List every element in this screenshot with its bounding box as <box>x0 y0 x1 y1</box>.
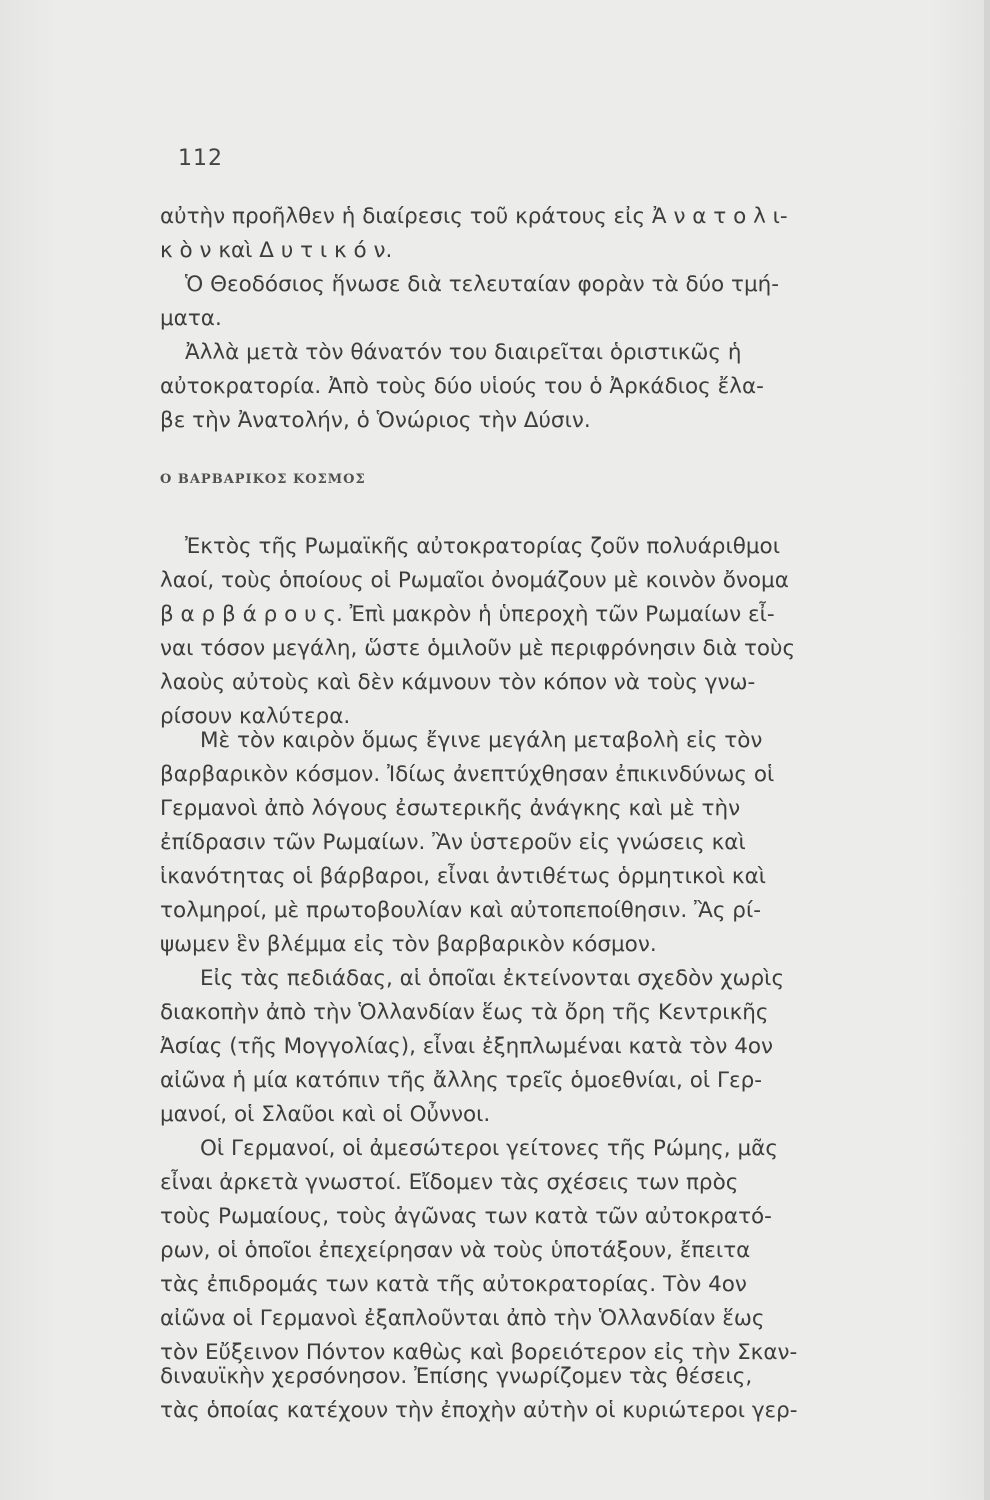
text-line: τολμηροί, μὲ πρωτοβουλίαν καὶ αὐτοπεποίθησιν. Ἂς ρί- <box>160 898 761 923</box>
text-line: αὐτὴν προῆλθεν ἡ διαίρεσις τοῦ κράτους εἰς Ἀ ν α τ ο λ ι- <box>160 204 788 229</box>
text-line: κ ὸ ν καὶ Δ υ τ ι κ ό ν. <box>160 238 393 263</box>
text-line: Ἐκτὸς τῆς Ρωμαϊκῆς αὐτοκρατορίας ζοῦν πολυάριθμοι <box>185 534 780 559</box>
text-line: ἱκανότητας οἱ βάρβαροι, εἶναι ἀντιθέτως ὁρμητικοὶ καὶ <box>160 864 767 889</box>
text-line: Εἰς τὰς πεδιάδας, αἱ ὁποῖαι ἐκτείνονται σχεδὸν χωρὶς <box>200 966 785 991</box>
page-edge-shadow <box>984 0 990 1500</box>
text-line: τὰς ὁποίας κατέχουν τὴν ἐποχὴν αὐτὴν οἱ κυριώτεροι γερ- <box>160 1398 798 1423</box>
text-line: διναυϊκὴν χερσόνησον. Ἐπίσης γνωρίζομεν τὰς θέσεις, <box>160 1364 753 1389</box>
text-line: ματα. <box>160 306 222 331</box>
text-line: μανοί, οἱ Σλαῦοι καὶ οἱ Οὖννοι. <box>160 1102 491 1127</box>
text-line: Ὁ Θεοδόσιος ἥνωσε διὰ τελευταίαν φορὰν τὰ δύο τμή- <box>185 272 780 297</box>
text-line: εἶναι ἀρκετὰ γνωστοί. Εἴδομεν τὰς σχέσεις των πρὸς <box>160 1170 739 1195</box>
text-line: Μὲ τὸν καιρὸν ὅμως ἔγινε μεγάλη μεταβολὴ εἰς τὸν <box>200 728 763 753</box>
text-line: αἰῶνα ἡ μία κατόπιν τῆς ἄλλης τρεῖς ὁμοεθνίαι, οἱ Γερ- <box>160 1068 762 1093</box>
text-line: ρων, οἱ ὁποῖοι ἐπεχείρησαν νὰ τοὺς ὑποτάξουν, ἔπειτα <box>160 1238 751 1263</box>
text-line: αἰῶνα οἱ Γερμανοὶ ἐξαπλοῦνται ἀπὸ τὴν Ὁλλανδίαν ἕως <box>160 1306 765 1331</box>
section-heading: Ο ΒΑΡΒΑΡΙΚΟΣ ΚΟΣΜΟΣ <box>160 472 366 487</box>
text-line: ρίσουν καλύτερα. <box>160 704 351 729</box>
text-line: βαρβαρικὸν κόσμον. Ἰδίως ἀνεπτύχθησαν ἐπικινδύνως οἱ <box>160 762 775 787</box>
text-line: Ἀλλὰ μετὰ τὸν θάνατόν του διαιρεῖται ὁριστικῶς ἡ <box>185 340 742 365</box>
text-line: τοὺς Ρωμαίους, τοὺς ἀγῶνας των κατὰ τῶν αὐτοκρατό- <box>160 1204 772 1229</box>
page-number: 112 <box>178 146 223 171</box>
text-line: Οἱ Γερμανοί, οἱ ἀμεσώτεροι γείτονες τῆς Ρώμης, μᾶς <box>200 1136 778 1161</box>
text-line: ψωμεν ἓν βλέμμα εἰς τὸν βαρβαρικὸν κόσμον. <box>160 932 657 957</box>
text-line: βε τὴν Ἀνατολήν, ὁ Ὁνώριος τὴν Δύσιν. <box>160 408 591 433</box>
text-line: τὸν Εὔξεινον Πόντον καθὼς καὶ βορειότερον εἰς τὴν Σκαν- <box>160 1340 798 1365</box>
text-line: λαοὺς αὐτοὺς καὶ δὲν κάμνουν τὸν κόπον νὰ τοὺς γνω- <box>160 670 756 695</box>
text-line: αὐτοκρατορία. Ἀπὸ τοὺς δύο υἱούς του ὁ Ἀρκάδιος ἔλα- <box>160 374 764 399</box>
text-line: τὰς ἐπιδρομάς των κατὰ τῆς αὐτοκρατορίας. Τὸν 4ον <box>160 1272 747 1297</box>
text-line: διακοπὴν ἀπὸ τὴν Ὁλλανδίαν ἕως τὰ ὄρη τῆς Κεντρικῆς <box>160 1000 769 1025</box>
text-line: Γερμανοὶ ἀπὸ λόγους ἐσωτερικῆς ἀνάγκης καὶ μὲ τὴν <box>160 796 741 821</box>
text-line: ναι τόσον μεγάλη, ὥστε ὁμιλοῦν μὲ περιφρόνησιν διὰ τοὺς <box>160 636 796 661</box>
text-line: β α ρ β ά ρ ο υ ς. Ἐπὶ μακρὸν ἡ ὑπεροχὴ τῶν Ρωμαίων εἶ- <box>160 602 775 627</box>
text-line: Ἀσίας (τῆς Μογγολίας), εἶναι ἐξηπλωμέναι κατὰ τὸν 4ον <box>160 1034 774 1059</box>
text-line: λαοί, τοὺς ὁποίους οἱ Ρωμαῖοι ὀνομάζουν μὲ κοινὸν ὄνομα <box>160 568 789 593</box>
text-line: ἐπίδρασιν τῶν Ρωμαίων. Ἂν ὑστεροῦν εἰς γνώσεις καὶ <box>160 830 746 855</box>
